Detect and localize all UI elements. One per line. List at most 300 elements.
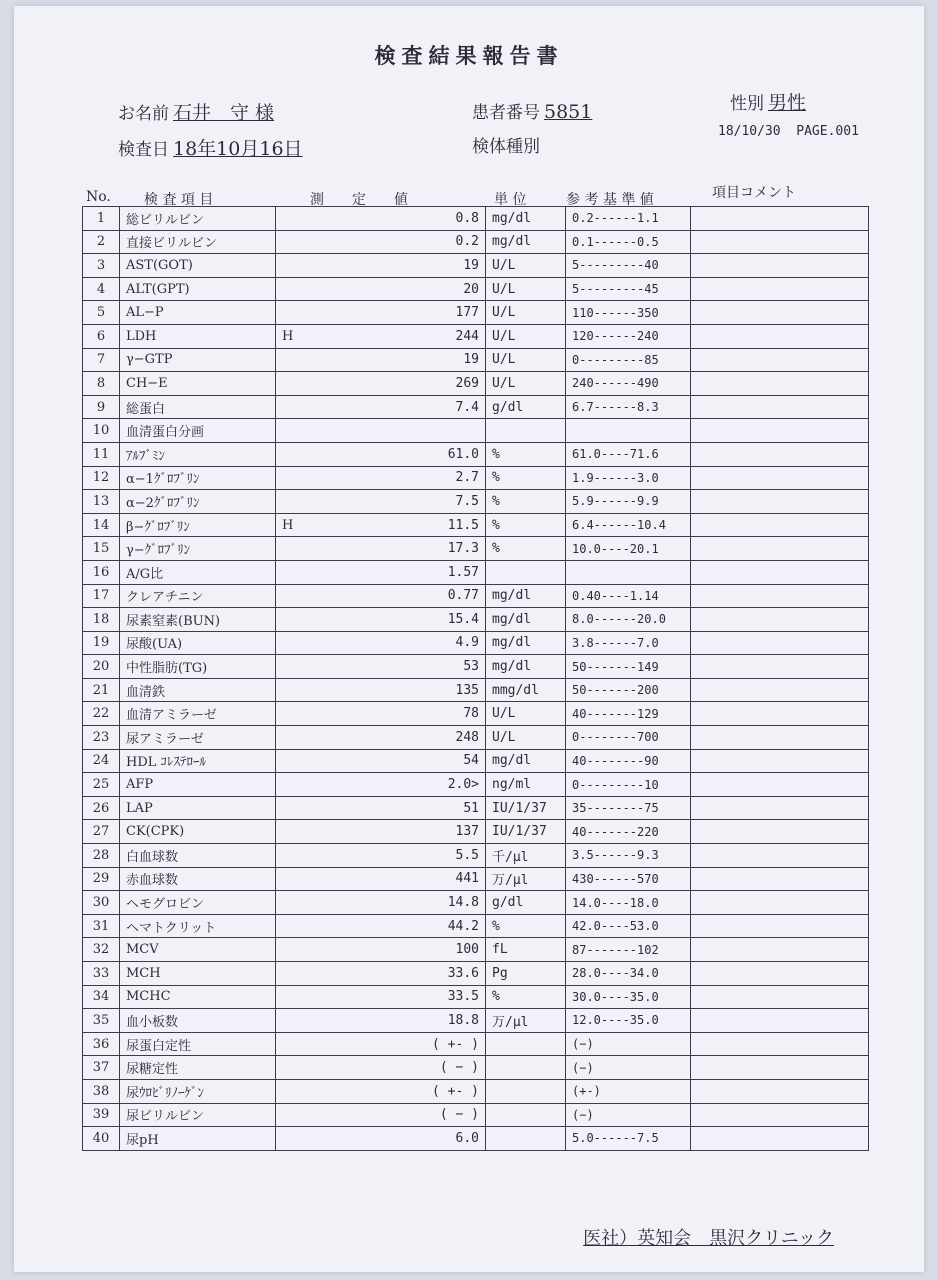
row-number: 27 [83,820,120,844]
table-row [83,1079,869,1103]
unit: % [486,513,566,537]
reference-range: 430------570 [566,867,691,891]
abnormal-flag [276,773,326,797]
item-comment [691,277,869,301]
unit: Pg [486,962,566,986]
item-comment [691,631,869,655]
reference-range: (−) [566,1056,691,1080]
reference-range: 0--------700 [566,726,691,750]
table-row [83,608,869,632]
unit: g/dl [486,891,566,915]
reference-range: 8.0------20.0 [566,608,691,632]
col-unit: 単 位 [494,192,527,208]
item-comment [691,1056,869,1080]
sex-label: 性別 [730,94,764,114]
abnormal-flag [276,1103,326,1127]
item-comment [691,466,869,490]
reference-range: (−) [566,1103,691,1127]
table-row [83,442,869,466]
reference-range: 28.0----34.0 [566,962,691,986]
test-item: MCV [120,938,276,962]
reference-range [566,560,691,584]
measured-value: ( − ) [326,1103,486,1127]
item-comment [691,442,869,466]
item-comment [691,584,869,608]
measured-value: 0.8 [326,207,486,231]
row-number: 37 [83,1056,120,1080]
results-body [83,207,869,1151]
reference-range: 6.4------10.4 [566,513,691,537]
row-number: 28 [83,844,120,868]
row-number: 31 [83,914,120,938]
table-row [83,277,869,301]
unit: mg/dl [486,230,566,254]
sex-block [730,88,806,115]
test-item: 白血球数 [120,844,276,868]
row-number: 8 [83,372,120,396]
table-row [83,796,869,820]
reference-range: 10.0----20.1 [566,537,691,561]
item-comment [691,962,869,986]
abnormal-flag [276,207,326,231]
measured-value: 61.0 [326,442,486,466]
reference-range: 0---------10 [566,773,691,797]
table-row [83,230,869,254]
test-item: MCHC [120,985,276,1009]
row-number: 29 [83,867,120,891]
patient-no-value: 5851 [544,101,593,123]
exam-date-value: 18年10月16日 [173,138,303,160]
abnormal-flag [276,277,326,301]
measured-value: 18.8 [326,1009,486,1033]
item-comment [691,230,869,254]
reference-range: 87-------102 [566,938,691,962]
abnormal-flag [276,655,326,679]
test-item: A/G比 [120,560,276,584]
reference-range: 0.2------1.1 [566,207,691,231]
exam-date-block [118,134,303,161]
test-item: 尿蛋白定性 [120,1032,276,1056]
unit [486,1079,566,1103]
measured-value: 5.5 [326,844,486,868]
test-item: AFP [120,773,276,797]
table-row [83,655,869,679]
test-item: 血清蛋白分画 [120,419,276,443]
test-item: 直接ビリルビン [120,230,276,254]
item-comment [691,655,869,679]
measured-value: 248 [326,726,486,750]
measured-value: 11.5 [326,513,486,537]
test-item: γ−ｸﾞﾛﾌﾞﾘﾝ [120,537,276,561]
unit [486,1032,566,1056]
specimen-label: 検体種別 [472,137,540,157]
abnormal-flag [276,962,326,986]
item-comment [691,1079,869,1103]
unit: g/dl [486,395,566,419]
reference-range: 240------490 [566,372,691,396]
table-row [83,207,869,231]
test-item: MCH [120,962,276,986]
reference-range: 42.0----53.0 [566,914,691,938]
test-item: 中性脂肪(TG) [120,655,276,679]
unit: % [486,466,566,490]
row-number: 22 [83,702,120,726]
row-number: 36 [83,1032,120,1056]
table-row [83,938,869,962]
abnormal-flag [276,678,326,702]
measured-value: 135 [326,678,486,702]
reference-range: 6.7------8.3 [566,395,691,419]
abnormal-flag [276,466,326,490]
test-item: α−1ｸﾞﾛﾌﾞﾘﾝ [120,466,276,490]
measured-value: 17.3 [326,537,486,561]
unit: % [486,442,566,466]
col-comment: 項目コメント [712,185,796,201]
reference-range: 35--------75 [566,796,691,820]
row-number: 24 [83,749,120,773]
unit [486,1103,566,1127]
abnormal-flag [276,844,326,868]
table-row [83,324,869,348]
item-comment [691,254,869,278]
row-number: 25 [83,773,120,797]
test-item: 尿pH [120,1127,276,1151]
measured-value: 33.6 [326,962,486,986]
abnormal-flag [276,749,326,773]
reference-range: 50-------200 [566,678,691,702]
unit: U/L [486,324,566,348]
table-row [83,466,869,490]
abnormal-flag [276,608,326,632]
unit: % [486,537,566,561]
item-comment [691,796,869,820]
item-comment [691,513,869,537]
row-number: 20 [83,655,120,679]
reference-range: 5---------40 [566,254,691,278]
table-row [83,1127,869,1151]
item-comment [691,419,869,443]
unit: % [486,985,566,1009]
table-row [83,372,869,396]
test-item: 総蛋白 [120,395,276,419]
row-number: 35 [83,1009,120,1033]
item-comment [691,820,869,844]
measured-value: 33.5 [326,985,486,1009]
measured-value: 53 [326,655,486,679]
reference-range: 120------240 [566,324,691,348]
item-comment [691,749,869,773]
table-row [83,560,869,584]
patient-no-label: 患者番号 [472,103,540,123]
report-sheet [14,6,924,1272]
name-label: お名前 [118,104,169,124]
reference-range: 110------350 [566,301,691,325]
unit: 万/μl [486,867,566,891]
table-row [83,914,869,938]
test-item: 血小板数 [120,1009,276,1033]
reference-range: 14.0----18.0 [566,891,691,915]
measured-value: ( +- ) [326,1032,486,1056]
measured-value: 15.4 [326,608,486,632]
measured-value: 7.4 [326,395,486,419]
test-item: 尿酸(UA) [120,631,276,655]
abnormal-flag [276,914,326,938]
specimen-block [472,132,540,157]
abnormal-flag [276,442,326,466]
results-table [82,206,869,1151]
unit [486,1056,566,1080]
measured-value: 78 [326,702,486,726]
abnormal-flag [276,254,326,278]
row-number: 40 [83,1127,120,1151]
item-comment [691,324,869,348]
unit: % [486,914,566,938]
unit: mg/dl [486,207,566,231]
reference-range: 40-------220 [566,820,691,844]
test-item: ｱﾙﾌﾞﾐﾝ [120,442,276,466]
row-number: 11 [83,442,120,466]
abnormal-flag: H [276,324,326,348]
abnormal-flag [276,348,326,372]
item-comment [691,891,869,915]
print-date: 18/10/30 [718,124,781,139]
item-comment [691,914,869,938]
table-row [83,867,869,891]
measured-value: 19 [326,348,486,372]
exam-date-label: 検査日 [118,140,169,160]
row-number: 14 [83,513,120,537]
reference-range: 5---------45 [566,277,691,301]
measured-value: 2.0> [326,773,486,797]
abnormal-flag [276,938,326,962]
measured-value: 7.5 [326,490,486,514]
table-row [83,1009,869,1033]
abnormal-flag [276,726,326,750]
unit: mg/dl [486,631,566,655]
reference-range: 1.9------3.0 [566,466,691,490]
test-item: LDH [120,324,276,348]
table-row [83,419,869,443]
item-comment [691,490,869,514]
table-row [83,1032,869,1056]
measured-value: 269 [326,372,486,396]
test-item: クレアチニン [120,584,276,608]
row-number: 1 [83,207,120,231]
item-comment [691,1127,869,1151]
clinic-name: 医社）英知会 黒沢クリニック [583,1228,834,1249]
unit [486,560,566,584]
unit: U/L [486,348,566,372]
measured-value [326,419,486,443]
reference-range: 50-------149 [566,655,691,679]
item-comment [691,537,869,561]
row-number: 17 [83,584,120,608]
test-item: CH−E [120,372,276,396]
row-number: 10 [83,419,120,443]
abnormal-flag [276,490,326,514]
measured-value: ( − ) [326,1056,486,1080]
item-comment [691,702,869,726]
abnormal-flag [276,1079,326,1103]
row-number: 3 [83,254,120,278]
row-number: 15 [83,537,120,561]
reference-range [566,419,691,443]
abnormal-flag [276,631,326,655]
test-item: 尿素窒素(BUN) [120,608,276,632]
abnormal-flag: H [276,513,326,537]
abnormal-flag [276,230,326,254]
measured-value: ( +- ) [326,1079,486,1103]
abnormal-flag [276,1032,326,1056]
abnormal-flag [276,1056,326,1080]
row-number: 33 [83,962,120,986]
col-value: 測 定 値 [310,192,408,208]
reference-range: 0.1------0.5 [566,230,691,254]
col-ref: 参 考 基 準 値 [566,192,654,208]
abnormal-flag [276,796,326,820]
measured-value: 20 [326,277,486,301]
reference-range: 40--------90 [566,749,691,773]
row-number: 38 [83,1079,120,1103]
unit: IU/1/37 [486,820,566,844]
item-comment [691,301,869,325]
abnormal-flag [276,537,326,561]
measured-value: 177 [326,301,486,325]
row-number: 13 [83,490,120,514]
measured-value: 4.9 [326,631,486,655]
unit: fL [486,938,566,962]
abnormal-flag [276,560,326,584]
item-comment [691,372,869,396]
unit: mmg/dl [486,678,566,702]
test-item: 総ビリルビン [120,207,276,231]
measured-value: 244 [326,324,486,348]
row-number: 16 [83,560,120,584]
reference-range: 61.0----71.6 [566,442,691,466]
measured-value: 100 [326,938,486,962]
test-item: ヘモグロビン [120,891,276,915]
item-comment [691,985,869,1009]
reference-range: (+-) [566,1079,691,1103]
print-info [718,124,859,139]
unit: U/L [486,301,566,325]
reference-range: 5.9------9.9 [566,490,691,514]
table-row [83,1103,869,1127]
test-item: 血清鉄 [120,678,276,702]
item-comment [691,348,869,372]
measured-value: 1.57 [326,560,486,584]
abnormal-flag [276,301,326,325]
item-comment [691,1103,869,1127]
unit: U/L [486,254,566,278]
row-number: 21 [83,678,120,702]
reference-range: 0.40----1.14 [566,584,691,608]
test-item: γ−GTP [120,348,276,372]
measured-value: 14.8 [326,891,486,915]
table-row [83,985,869,1009]
table-row [83,395,869,419]
row-number: 18 [83,608,120,632]
unit: IU/1/37 [486,796,566,820]
test-item: LAP [120,796,276,820]
row-number: 2 [83,230,120,254]
test-item: AL−P [120,301,276,325]
test-item: 血清アミラーゼ [120,702,276,726]
unit: U/L [486,726,566,750]
test-item: 赤血球数 [120,867,276,891]
col-no: No. [86,189,111,205]
measured-value: 51 [326,796,486,820]
item-comment [691,844,869,868]
patient-name-block [118,98,274,125]
unit: U/L [486,702,566,726]
unit: mg/dl [486,584,566,608]
table-row [83,1056,869,1080]
item-comment [691,1009,869,1033]
reference-range: 5.0------7.5 [566,1127,691,1151]
unit: mg/dl [486,655,566,679]
measured-value: 44.2 [326,914,486,938]
row-number: 32 [83,938,120,962]
row-number: 26 [83,796,120,820]
item-comment [691,867,869,891]
measured-value: 0.77 [326,584,486,608]
table-row [83,749,869,773]
abnormal-flag [276,372,326,396]
item-comment [691,608,869,632]
test-item: CK(CPK) [120,820,276,844]
test-item: ヘマトクリット [120,914,276,938]
unit: mg/dl [486,749,566,773]
measured-value: 6.0 [326,1127,486,1151]
item-comment [691,773,869,797]
measured-value: 19 [326,254,486,278]
row-number: 7 [83,348,120,372]
abnormal-flag [276,867,326,891]
item-comment [691,938,869,962]
abnormal-flag [276,702,326,726]
table-row [83,844,869,868]
row-number: 6 [83,324,120,348]
test-item: AST(GOT) [120,254,276,278]
test-item: ALT(GPT) [120,277,276,301]
reference-range: 40-------129 [566,702,691,726]
row-number: 4 [83,277,120,301]
unit [486,1127,566,1151]
row-number: 12 [83,466,120,490]
table-row [83,490,869,514]
table-row [83,301,869,325]
item-comment [691,207,869,231]
measured-value: 137 [326,820,486,844]
row-number: 34 [83,985,120,1009]
test-item: α−2ｸﾞﾛﾌﾞﾘﾝ [120,490,276,514]
patient-no-block [472,98,592,123]
row-number: 30 [83,891,120,915]
reference-range: 3.8------7.0 [566,631,691,655]
sex-value: 男性 [768,92,807,114]
row-number: 39 [83,1103,120,1127]
measured-value: 441 [326,867,486,891]
page-number: PAGE.001 [796,124,859,139]
table-row [83,254,869,278]
row-number: 19 [83,631,120,655]
row-number: 5 [83,301,120,325]
abnormal-flag [276,985,326,1009]
test-item: β−ｸﾞﾛﾌﾞﾘﾝ [120,513,276,537]
row-number: 23 [83,726,120,750]
measured-value: 54 [326,749,486,773]
